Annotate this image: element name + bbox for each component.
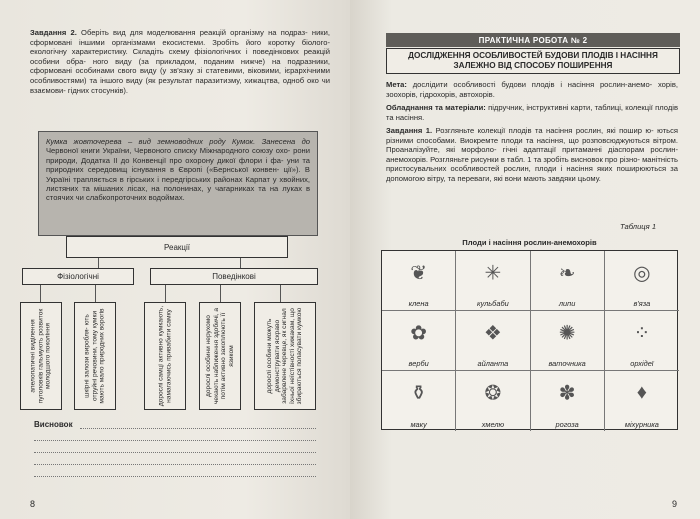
connector <box>95 285 96 302</box>
practical-work-header <box>386 33 680 47</box>
cell-label: орхідеї <box>630 359 654 368</box>
table-cell <box>456 251 530 311</box>
example-line: Червоної книги України, Червоного списку Міжнародного союзу охо- <box>46 146 291 156</box>
example-line: уни та природних середовищ існування в Європі («Бернської конвен- <box>46 155 310 175</box>
milkweed-seed-icon: ✺ <box>558 322 576 345</box>
cell-label: маку <box>410 420 427 429</box>
task1-line: ються різними способами. Виокремте плоди та насіння, що <box>386 126 678 145</box>
cell-label: ваточника <box>548 359 586 368</box>
willow-seed-icon: ✿ <box>410 322 428 345</box>
table-cell <box>605 371 679 431</box>
cattail-seed-icon: ✽ <box>558 382 576 405</box>
cell-label: в'яза <box>633 299 651 308</box>
page-number: 9 <box>672 499 678 509</box>
fruits-table <box>381 250 678 430</box>
task2-line: ного виду (за прикладом, поданим нижче) на подразники, <box>92 56 330 66</box>
cell-label: клена <box>408 299 429 308</box>
example-line: луках в стоячих чи слабкопроточних водоймах. <box>46 184 310 203</box>
example-line: ції»). В Україні трапляється в гірських і передгірських районах Карпат <box>46 165 310 184</box>
table-cell <box>605 311 679 371</box>
task2-line: сформовані особинами свого виду (у зв'язку зі статевими, <box>30 66 245 76</box>
task1-line: і насіння яких поширюються за допомогою вітру, та переваги, які вони мають завдяки цьому. <box>386 164 678 183</box>
scheme-behavioral <box>150 268 318 285</box>
cell-label: кульбаби <box>477 299 509 308</box>
answer-line[interactable] <box>34 440 316 441</box>
table-caption: Таблиця 1 <box>620 222 657 231</box>
task2-line: віковими, ієрархічними особливостями) та іншого виду (як <box>30 66 330 85</box>
task2-paragraph <box>30 28 330 95</box>
connector <box>40 285 41 302</box>
maple-seed-icon: ❦ <box>410 262 428 285</box>
answer-line[interactable] <box>34 476 316 477</box>
task1-line: Розгляньте рисунки в табл. 1 та зробіть висновок про різно- <box>430 154 640 164</box>
cell-label: міхурника <box>624 420 659 429</box>
scheme-physiological-label: Фізіологічні <box>57 272 99 281</box>
equipment-paragraph <box>386 103 678 122</box>
table-cell <box>531 371 605 431</box>
practical-work-title <box>386 48 680 74</box>
scheme-leaf-text: дорослі особини можуть демонструвати яскраво забарвлене черевце, як сигнал їхньої неїстівності хижакам, що збираються поласувати кумкою <box>266 307 304 405</box>
poppy-capsule-icon: ⚱ <box>410 382 428 405</box>
table-cell <box>456 311 530 371</box>
cell-label: липи <box>558 299 576 308</box>
ailanthus-seed-icon: ❖ <box>483 322 502 345</box>
linden-fruit-icon: ❧ <box>558 262 576 285</box>
cell-label: рогоза <box>555 420 579 429</box>
answer-line[interactable] <box>34 464 316 465</box>
connector <box>165 285 166 302</box>
example-line: у хвойних, листяних та мішаних лісах, на полонинах, у чагарниках та на <box>46 174 310 194</box>
cell-label: хмелю <box>481 420 505 429</box>
scheme-leaf-text: дорослі особини нерухомо чекають наближення здобичі, а потім активно захоплюють її язиком <box>204 307 235 405</box>
scheme-reactions <box>66 236 288 258</box>
scheme-leaf <box>20 302 62 410</box>
task2-line: його коротку біолого-екологічну характеристику. Складіть <box>30 37 330 57</box>
task2-line: результат паразитизму, хижацтва, одноб око чи взаємови- <box>30 75 330 95</box>
answer-line[interactable] <box>34 452 316 453</box>
connector <box>220 285 221 302</box>
task2-line: ники, сформовані іншими організмами екосистеми. Зробіть <box>30 28 330 47</box>
table-cell <box>456 371 530 431</box>
task2-line: гідних стосунків). <box>67 85 129 95</box>
scheme-leaf <box>74 302 116 410</box>
equipment-text: підручник, інструктивні карти, таблиці, <box>488 103 624 112</box>
table-title: Плоди і насіння рослин-анемохорів <box>462 238 597 247</box>
task2-line: схему фізіологічних і поведінкових реакцій особини обра- <box>30 47 330 66</box>
goal-paragraph <box>386 80 678 99</box>
scheme-leaf-text: апелопатичні виділення пуголовків гальмують розвиток молодшого покоління <box>29 308 52 404</box>
cell-label: верби <box>408 359 429 368</box>
task1-line: Розгляньте колекції плодів та насіння рослин, які пошир ю- <box>435 126 654 135</box>
scheme-leaf-text: дорослі самці активно кумкають, намагаючись привабити самку <box>157 305 172 407</box>
title-line: ДОСЛІДЖЕННЯ ОСОБЛИВОСТЕЙ БУДОВИ ПЛОДІВ І НАСІННЯ <box>408 51 658 60</box>
table-cell <box>382 371 456 431</box>
task1-line: гічні адаптації притаманні діаспорам рослин-анемохорів. <box>386 145 678 164</box>
answer-line[interactable] <box>80 428 316 429</box>
table-cell <box>531 311 605 371</box>
goal-label: Мета: <box>386 80 407 89</box>
title-line: ЗАЛЕЖНО ВІД СПОСОБУ ПОШИРЕННЯ <box>453 61 613 70</box>
hop-cone-icon: ❂ <box>484 382 502 405</box>
task1-line: манітність пристосувальних особливостей рослин, плоди <box>386 154 678 174</box>
cell-label: айланта <box>477 359 509 368</box>
scheme-leaf <box>144 302 186 410</box>
orchid-seeds-icon: ⁘ <box>633 322 651 345</box>
task1-paragraph <box>386 126 678 184</box>
task2-line: Оберіть вид для моделювання реакцій організму на подраз- <box>81 28 308 37</box>
practical-work-header-text: ПРАКТИЧНА РОБОТА № 2 <box>478 35 588 45</box>
equipment-text: колекції плодів та насіння. <box>386 103 678 122</box>
conclusion-label: Висновок <box>34 420 73 429</box>
goal-text: хорів, зоохорів, гідрохорів, автохорів. <box>386 80 678 99</box>
scheme-leaf <box>254 302 316 410</box>
scheme-physiological <box>22 268 134 285</box>
task2-label: Завдання 2. <box>30 28 77 37</box>
dandelion-seed-icon: ✳ <box>484 262 502 285</box>
example-line: Кумка жовточерева – вид земноводних роду Кумок. Занесена до <box>46 137 310 146</box>
scheme-leaf-text: шкірні залози виробля- ють отруйні речовини, тому кумки мають мало природних ворогів <box>83 308 106 404</box>
goal-text: дослідити особливості будови плодів і насіння рослин-анемо- <box>412 80 653 89</box>
task1-line: розповсюджуються вітром. Проаналізуйте, які морфоло- <box>386 135 678 155</box>
task1-label: Завдання 1. <box>386 126 433 135</box>
scheme-leaf <box>199 302 241 410</box>
bladder-senna-pod-icon: ♦ <box>636 381 647 404</box>
scheme-reactions-label: Реакції <box>164 242 190 252</box>
equipment-label: Обладнання та матеріали: <box>386 103 486 112</box>
table-cell <box>382 251 456 311</box>
table-cell <box>531 251 605 311</box>
connector <box>98 258 99 268</box>
example-box <box>38 131 318 236</box>
example-line: рони природи, Додатка ІІ до Конвенції про охорону дикої флори і фа- <box>46 146 310 165</box>
table-cell <box>382 311 456 371</box>
page-number: 8 <box>30 499 36 509</box>
elm-seed-icon: ◎ <box>633 262 651 285</box>
table-cell <box>605 251 679 311</box>
scheme-behavioral-label: Поведінкові <box>212 272 256 281</box>
connector <box>240 258 241 268</box>
connector <box>280 285 281 302</box>
